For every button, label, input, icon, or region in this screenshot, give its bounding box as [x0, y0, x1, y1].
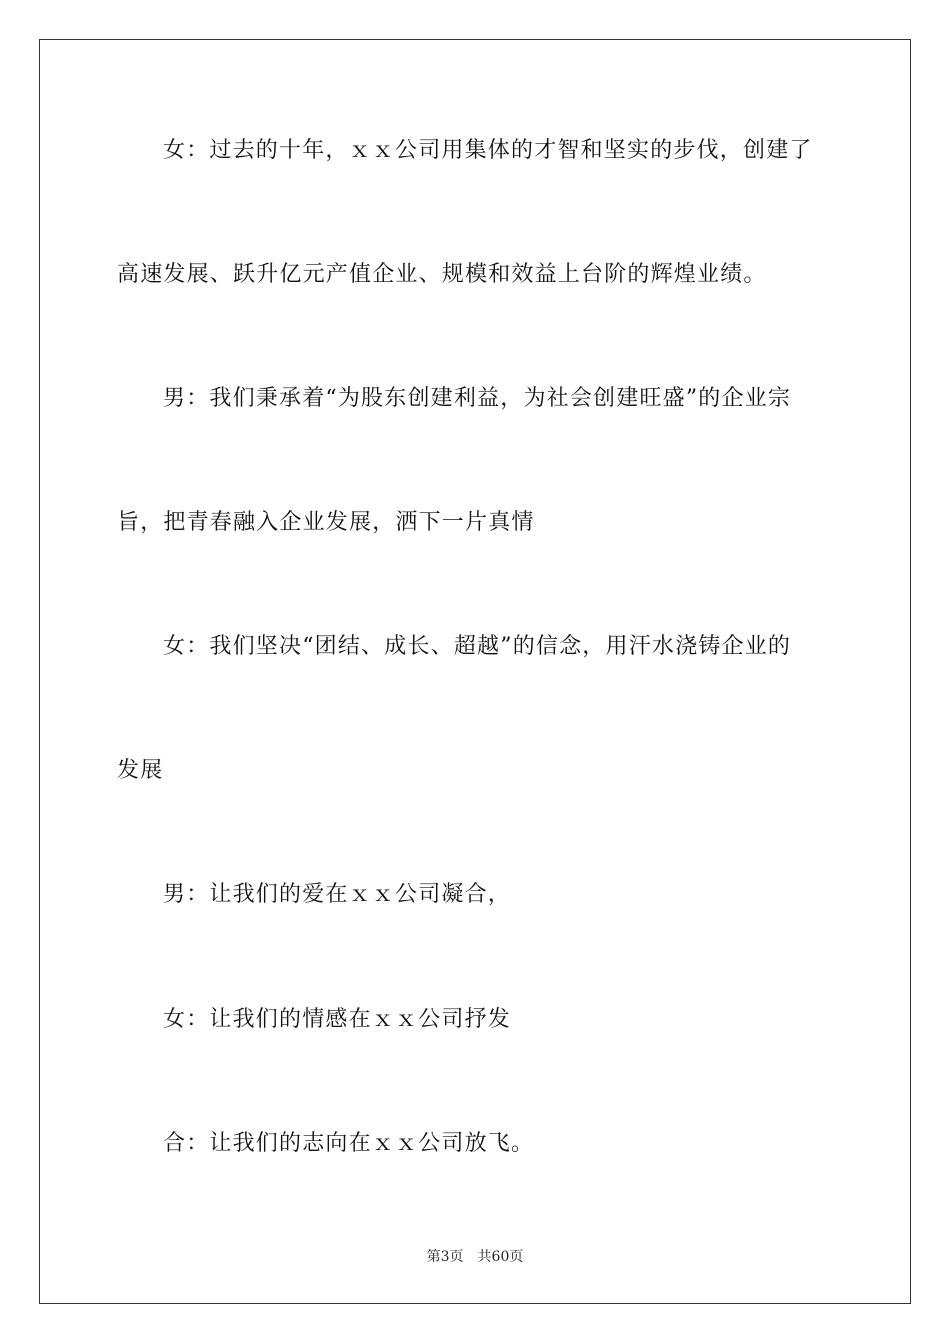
paragraph-line-3: 男：我们秉承着“为股东创建利益，为社会创建旺盛”的企业宗	[163, 386, 792, 411]
paragraph-line-7: 男：让我们的爱在ｘｘ公司凝合，	[163, 882, 512, 907]
paragraph-line-2: 高速发展、跃升亿元产值企业、规模和效益上台阶的辉煌业绩。	[117, 262, 767, 287]
paragraph-line-6: 发展	[117, 758, 164, 783]
paragraph-line-4: 旨，把青春融入企业发展，洒下一片真情	[117, 510, 535, 535]
page-number: 第3页	[426, 1249, 464, 1265]
page-border	[39, 39, 911, 1304]
page-total: 共60页	[477, 1249, 524, 1265]
page-footer	[0, 1247, 950, 1267]
paragraph-line-1: 女：过去的十年，ｘｘ公司用集体的才智和坚实的步伐，创建了	[163, 138, 813, 163]
paragraph-line-9: 合：让我们的志向在ｘｘ公司放飞。	[163, 1131, 535, 1156]
paragraph-line-5: 女：我们坚决“团结、成长、超越”的信念，用汗水浇铸企业的	[163, 634, 792, 659]
paragraph-line-8: 女：让我们的情感在ｘｘ公司抒发	[163, 1007, 512, 1032]
